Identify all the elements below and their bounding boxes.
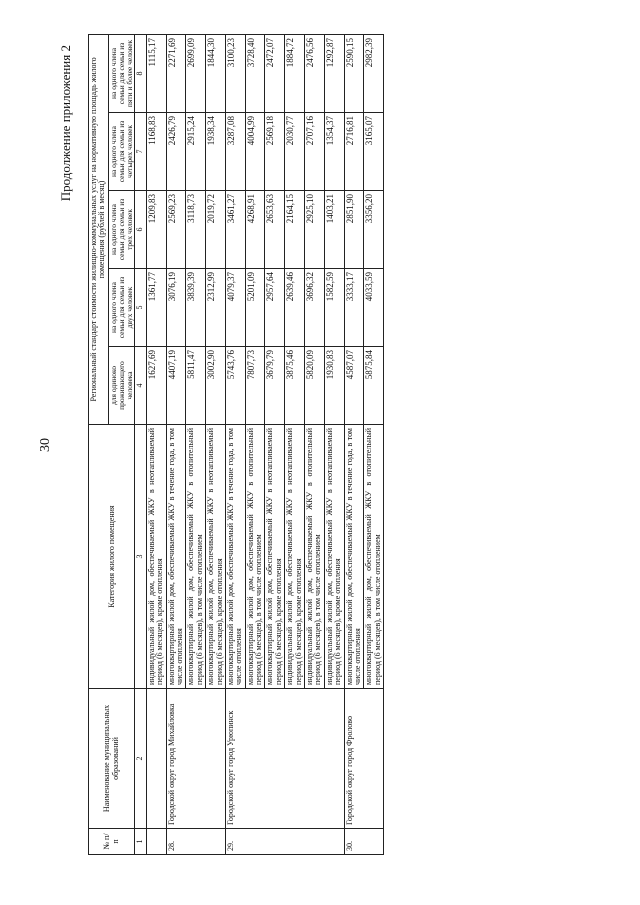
cost-value: 2915,24 — [186, 113, 206, 191]
col-number: 8 — [135, 34, 146, 112]
cost-value: 2019,72 — [206, 191, 226, 269]
cost-value: 1884,72 — [285, 34, 305, 112]
cost-value: 2030,77 — [285, 113, 305, 191]
cost-value: 1930,83 — [324, 347, 344, 425]
col-number: 3 — [135, 425, 146, 689]
row-number: 30. — [344, 829, 384, 855]
cost-value: 2707,16 — [305, 113, 325, 191]
cost-value: 1403,21 — [324, 191, 344, 269]
cost-value: 1115,17 — [146, 34, 166, 112]
standard-table — [88, 34, 384, 855]
cost-value: 1292,87 — [324, 34, 344, 112]
table-row — [225, 34, 245, 854]
cost-value: 3100,23 — [225, 34, 245, 112]
cost-value: 4407,19 — [166, 347, 186, 425]
cost-value: 2476,56 — [305, 34, 325, 112]
table-row — [146, 34, 166, 854]
cost-value: 3679,79 — [265, 347, 285, 425]
cost-value: 5875,84 — [364, 347, 384, 425]
housing-category: индивидуальный жилой дом, обеспечиваемый ЖКУ в неотапливаемый период (6 месяцев), кроме отопления — [146, 425, 166, 689]
municipality-name: Городской округ город Михайловка — [166, 689, 225, 829]
cost-value: 2271,69 — [166, 34, 186, 112]
cost-value: 5743,76 — [225, 347, 245, 425]
housing-category: многоквартирный жилой дом, обеспечиваемый ЖКУ в отопительный период (6 месяцев), в том числе отоплением — [186, 425, 206, 689]
header-sub-four: на одного члена семьи для семьи из четырех человек — [108, 113, 135, 191]
cost-value: 4268,91 — [245, 191, 265, 269]
housing-category: многоквартирный жилой дом, обеспечиваемый ЖКУ в неотапливаемый период (6 месяцев), кроме отопления — [206, 425, 226, 689]
cost-value: 1938,34 — [206, 113, 226, 191]
housing-category: индивидуальный жилой дом, обеспечиваемый ЖКУ в неотапливаемый период (6 месяцев), кроме отопления — [285, 425, 305, 689]
municipality-name: Городской округ город Фролово — [344, 689, 384, 829]
cost-value: 3461,27 — [225, 191, 245, 269]
cost-value: 2957,64 — [265, 269, 285, 347]
municipality-name — [146, 689, 166, 829]
page-number: 30 — [38, 438, 53, 452]
cost-value: 3696,32 — [305, 269, 325, 347]
cost-value: 4079,37 — [225, 269, 245, 347]
row-number: 29. — [225, 829, 344, 855]
cost-value: 1361,77 — [146, 269, 166, 347]
housing-category: многоквартирный жилой дом, обеспечиваемый ЖКУ в течение года, в том числе отопления — [166, 425, 186, 689]
cost-value: 2699,09 — [186, 34, 206, 112]
cost-value: 2590,15 — [344, 34, 364, 112]
cost-value: 5811,47 — [186, 347, 206, 425]
table-body — [146, 34, 383, 854]
cost-value: 3875,46 — [285, 347, 305, 425]
cost-value: 5201,09 — [245, 269, 265, 347]
housing-category: многоквартирный жилой дом, обеспечиваемый ЖКУ в отопительный период (6 месяцев), в том числе отоплением — [245, 425, 265, 689]
housing-category: многоквартирный жилой дом, обеспечиваемый ЖКУ в неотапливаемый период (6 месяцев), кроме отопления — [265, 425, 285, 689]
header-sub-single: для одиноко проживающего человека — [108, 347, 135, 425]
cost-value: 4587,07 — [344, 347, 364, 425]
cost-value: 4033,59 — [364, 269, 384, 347]
housing-category: многоквартирный жилой дом, обеспечиваемый ЖКУ в течение года, в том числе отопления — [225, 425, 245, 689]
header-sub-three: на одного члена семьи для семьи из трех человек — [108, 191, 135, 269]
cost-value: 7807,73 — [245, 347, 265, 425]
rotated-sheet — [20, 25, 620, 865]
cost-value: 2569,23 — [166, 191, 186, 269]
cost-value: 3356,20 — [364, 191, 384, 269]
header-standard: Региональный стандарт стоимости жилищно-коммунальных услуг на нормативную площадь жилого помещения (рублей в месяц) — [89, 34, 109, 424]
col-number: 4 — [135, 347, 146, 425]
header-sub-five: на одного члена семьи для семьи из пяти и более человек — [108, 34, 135, 112]
header-sub-two: на одного члена семьи для семьи из двух человек — [108, 269, 135, 347]
cost-value: 3333,17 — [344, 269, 364, 347]
cost-value: 2312,99 — [206, 269, 226, 347]
cost-value: 2716,81 — [344, 113, 364, 191]
cost-value: 2982,39 — [364, 34, 384, 112]
header-no: № п/п — [89, 829, 135, 855]
cost-value: 2653,63 — [265, 191, 285, 269]
cost-value: 2639,46 — [285, 269, 305, 347]
housing-category: индивидуальный жилой дом, обеспечиваемый ЖКУ в неотапливаемый период (6 месяцев), кроме отопления — [324, 425, 344, 689]
cost-value: 3076,19 — [166, 269, 186, 347]
municipality-name: Городской округ город Урюпинск — [225, 689, 344, 829]
cost-value: 2164,15 — [285, 191, 305, 269]
row-number — [146, 829, 166, 855]
cost-value: 2569,18 — [265, 113, 285, 191]
cost-value: 1844,30 — [206, 34, 226, 112]
cost-value: 2472,07 — [265, 34, 285, 112]
cost-value: 1209,83 — [146, 191, 166, 269]
cost-value: 3287,08 — [225, 113, 245, 191]
row-number: 28. — [166, 829, 225, 855]
header-category: Категория жилого помещения — [89, 425, 135, 689]
col-number: 2 — [135, 689, 146, 829]
col-number: 1 — [135, 829, 146, 855]
cost-value: 1168,83 — [146, 113, 166, 191]
cost-value: 1627,69 — [146, 347, 166, 425]
housing-category: многоквартирный жилой дом, обеспечиваемый ЖКУ в отопительный период (6 месяцев), в том числе отоплением — [364, 425, 384, 689]
col-number: 5 — [135, 269, 146, 347]
col-number: 7 — [135, 113, 146, 191]
continuation-note: Продолжение приложения 2 — [58, 45, 73, 202]
cost-value: 2925,10 — [305, 191, 325, 269]
cost-value: 3165,07 — [364, 113, 384, 191]
cost-value: 2426,79 — [166, 113, 186, 191]
cost-value: 2851,90 — [344, 191, 364, 269]
table-row — [166, 34, 186, 854]
housing-category: многоквартирный жилой дом, обеспечиваемый ЖКУ в течение года, в том числе отопления — [344, 425, 364, 689]
cost-value: 3839,39 — [186, 269, 206, 347]
cost-value: 4004,99 — [245, 113, 265, 191]
cost-value: 5820,09 — [305, 347, 325, 425]
cost-value: 3728,40 — [245, 34, 265, 112]
housing-category: индивидуальный жилой дом, обеспечиваемый ЖКУ в отопительный период (6 месяцев), в том числе отоплением — [305, 425, 325, 689]
header-municipality: Наименование муниципальных образований — [89, 689, 135, 829]
table-row — [344, 34, 364, 854]
cost-value: 3002,90 — [206, 347, 226, 425]
cost-value: 1582,59 — [324, 269, 344, 347]
cost-value: 1354,37 — [324, 113, 344, 191]
col-number: 6 — [135, 191, 146, 269]
cost-value: 3118,73 — [186, 191, 206, 269]
